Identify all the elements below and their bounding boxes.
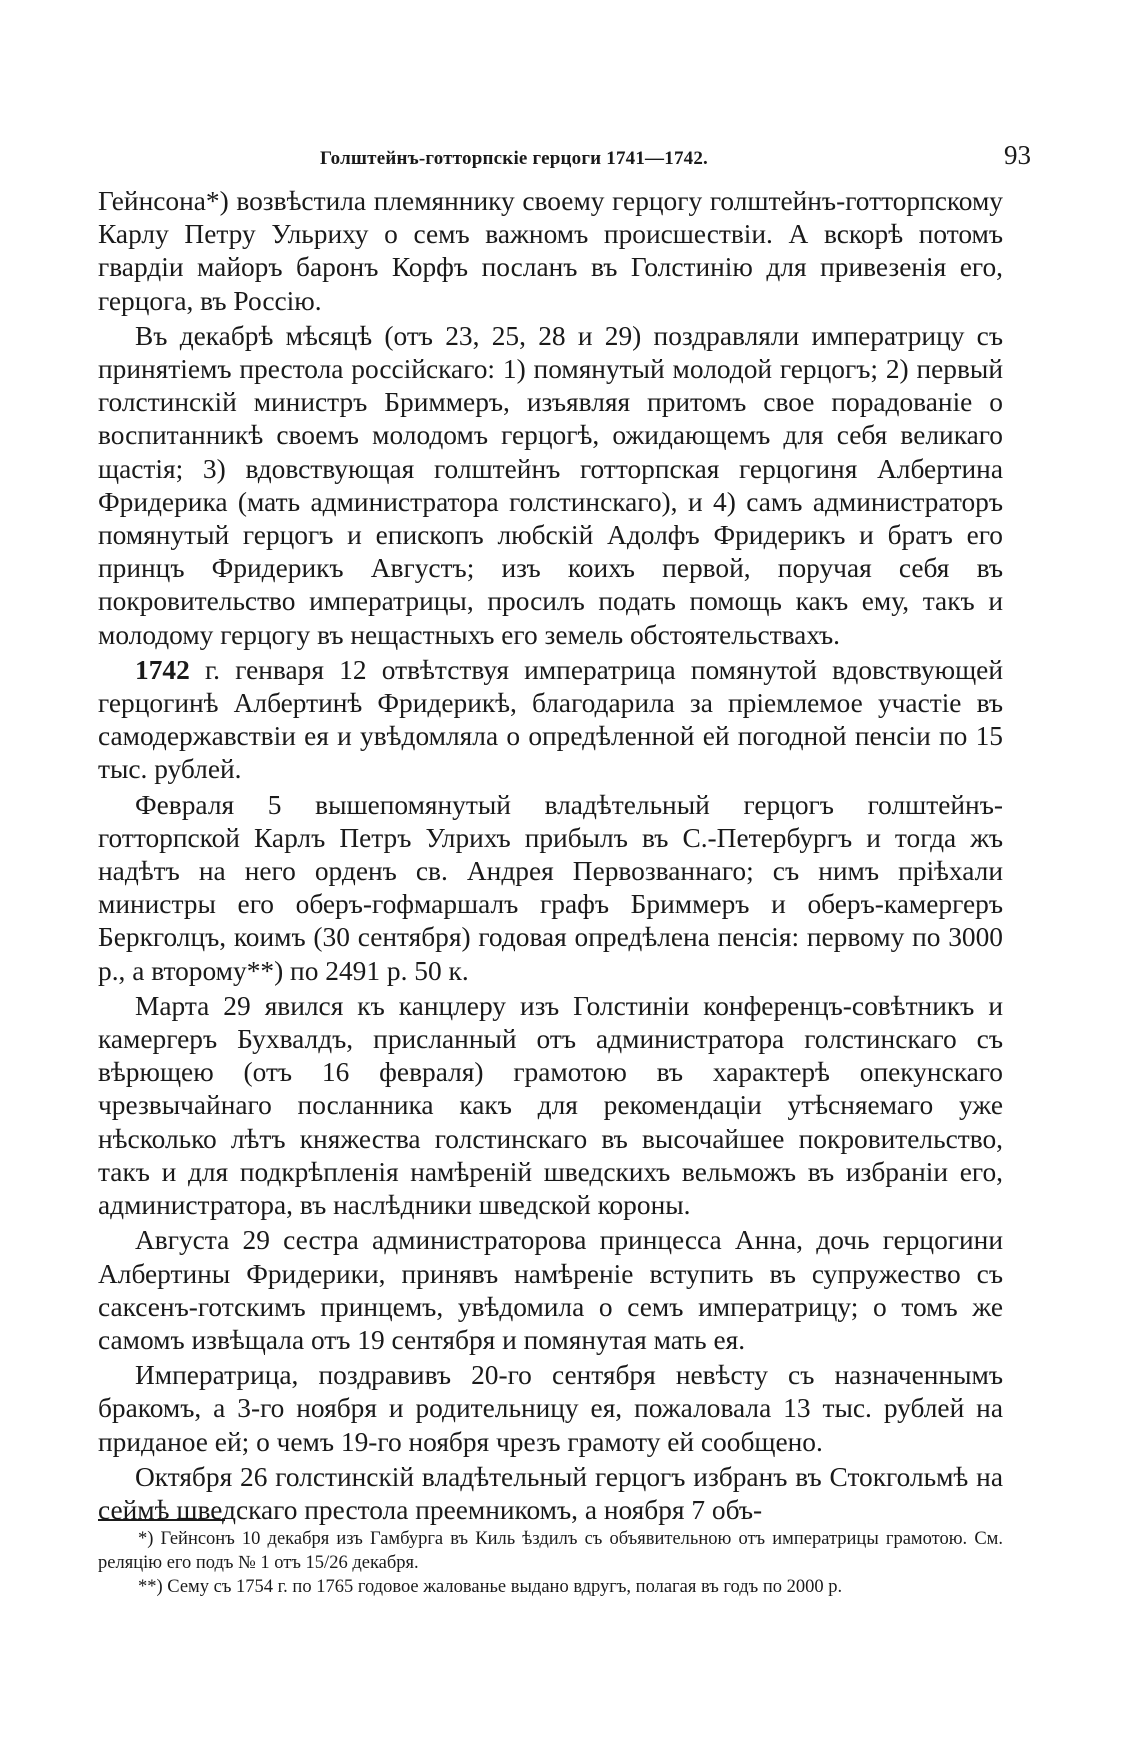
paragraph-4: Февраля 5 вышепомянутый владѣтельный герцогъ голштейнъ-готторпской Карлъ Петръ Улрихъ прибылъ въ С.-Петербургъ и тогда жъ надѣтъ на него орденъ св. Андрея Первозваннаго; съ нимъ пріѣхали министры его оберъ-гофмаршалъ графъ Бриммеръ и оберъ-камергеръ Беркголцъ, коимъ (30 сентября) годовая опредѣлена пенсія: первому по 3000 р., а второму**) по 2491 р. 50 к.	[98, 789, 1003, 986]
running-title: Голштейнъ-готторпскіе герцоги 1741—1742.	[320, 148, 709, 169]
footnote-1: *) Гейнсонъ 10 декабря изъ Гамбурга въ Киль ѣздилъ съ объявительною отъ императрицы грамотою. См. реляцію его подъ № 1 отъ 15/26 декабря.	[98, 1529, 1003, 1573]
paragraph-5: Марта 29 явился къ канцлеру изъ Голстиніи конференцъ-совѣтникъ и камергеръ Бухвалдъ, присланный отъ администратора голстинскаго съ вѣрющею (отъ 16 февраля) грамотою въ характерѣ опекунскаго чрезвычайнаго посланника какъ для рекомендаціи утѣсняемаго уже нѣсколько лѣтъ княжества голстинскаго въ высочайшее покровительство, такъ и для подкрѣпленія намѣреній шведскихъ вельможъ въ избраніи его, администратора, въ наслѣдники шведской короны.	[98, 990, 1003, 1221]
body-text	[98, 185, 1003, 1527]
page-number: 93	[1004, 140, 1031, 170]
paragraph-3	[98, 654, 1003, 787]
footnote-2: **) Сему съ 1754 г. по 1765 годовое жалованье выдано вдругъ, полагая въ годъ по 2000 р.	[138, 1577, 843, 1597]
paragraph-3-text: г. генваря 12 отвѣтствуя императрица помянутой вдовствующей герцогинѣ Албертинѣ Фридерикѣ, благодарила за пріемлемое участіе въ самодержавствіи ея и увѣдомляла о опредѣленной ей погодной пенсіи по 15 тыс. рублей.	[98, 654, 1003, 785]
footnotes	[98, 1527, 1003, 1599]
paragraph-8: Октября 26 голстинскій владѣтельный герцогъ избранъ въ Стокгольмѣ на сеймѣ шведскаго престола преемникомъ, а ноября 7 объ-	[98, 1461, 1003, 1525]
paragraph-7: Императрица, поздравивъ 20-го сентября невѣсту съ назначеннымъ бракомъ, а 3-го ноября и родительницу ея, пожаловала 13 тыс. рублей на приданое ей; о чемъ 19-го ноября чрезъ грамоту ей сообщено.	[98, 1360, 1003, 1457]
paragraph-6: Августа 29 сестра администраторова принцесса Анна, дочь герцогини Албертины Фридерики, принявъ намѣреніе вступить въ супружество съ саксенъ-готскимъ принцемъ, увѣдомила о семъ императрицу; о томъ же самомъ извѣщала отъ 19 сентября и помянутая мать ея.	[98, 1225, 1003, 1355]
paragraph-2: Въ декабрѣ мѣсяцѣ (отъ 23, 25, 28 и 29) поздравляли императрицу съ принятіемъ престола россійскаго: 1) помянутый молодой герцогъ; 2) первый голстинскій министръ Бриммеръ, изъявляя притомъ свое порадованіе о воспитанникѣ своемъ молодомъ герцогѣ, ожидающемъ для себя великаго щастія; 3) вдовствующая голштейнъ готторпская герцогиня Албертина Фридерика (мать администратора голстинскаго), и 4) самъ администраторъ помянутый герцогъ и епископъ любскій Адолфъ Фридерикъ и братъ его принцъ Фридерикъ Августъ; изъ коихъ первой, поручая себя въ покровительство императрицы, просилъ подать помощь какъ ему, такъ и молодому герцогу въ нещастныхъ его земель обстоятельствахъ.	[98, 320, 1003, 650]
year-marker: 1742	[135, 654, 190, 685]
paragraph-1: Гейнсона*) возвѣстила племяннику своему герцогу голштейнъ-готторпскому Карлу Петру Ульриху о семъ важномъ происшествіи. А вскорѣ потомъ гвардіи майоръ баронъ Корфъ посланъ въ Голстинію для привезенія его, герцога, въ Россію.	[98, 186, 1003, 316]
footnote-divider	[98, 1519, 225, 1521]
